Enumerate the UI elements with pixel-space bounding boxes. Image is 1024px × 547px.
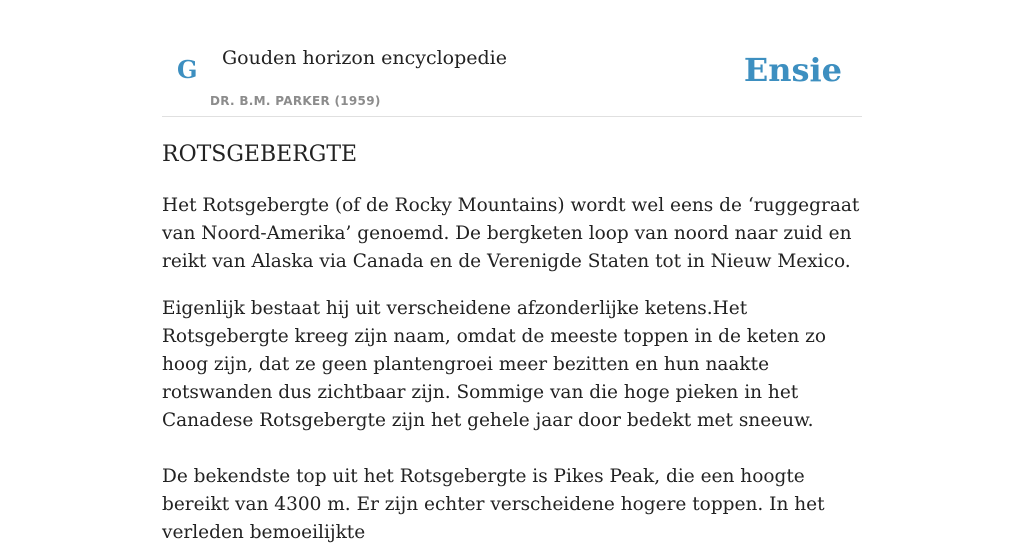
book-logo[interactable]: G <box>177 55 198 84</box>
paragraph: De bekendste top uit het Rotsgebergte is Pikes Peak, die een hoogte bereikt van 4300 m. Er zijn echter verscheidene hogere toppen. In het verleden bemoeilijkte <box>162 466 825 543</box>
brand-logo[interactable]: Ensie <box>743 51 842 89</box>
paragraph: Het Rotsgebergte (of de Rocky Mountains) wordt wel eens de ‘ruggegraat van Noord-Amerika’ genoemd. De bergketen loop van noord naar zuid en reikt van Alaska via Canada en de Verenigde Staten tot in Nieuw Mexico. <box>162 195 860 272</box>
article-page <box>162 0 862 543</box>
paragraph: Eigenlijk bestaat hij uit verscheidene afzonderlijke ketens.Het Rotsgebergte kreeg zijn naam, omdat de meeste toppen in de keten zo hoog zijn, dat ze geen plantengroei meer bezitten en hun naakte rotswanden dus zichtbaar zijn. Sommige van die hoge pieken in het Canadese Rotsgebergte zijn het gehele jaar door bedekt met sneeuw. <box>162 298 827 431</box>
entry-content <box>162 192 862 547</box>
entry-title: ROTSGEBERGTE <box>162 142 358 167</box>
book-title[interactable]: Gouden horizon encyclopedie <box>222 47 507 69</box>
book-author: DR. B.M. PARKER (1959) <box>210 94 381 108</box>
page-header <box>162 0 862 117</box>
